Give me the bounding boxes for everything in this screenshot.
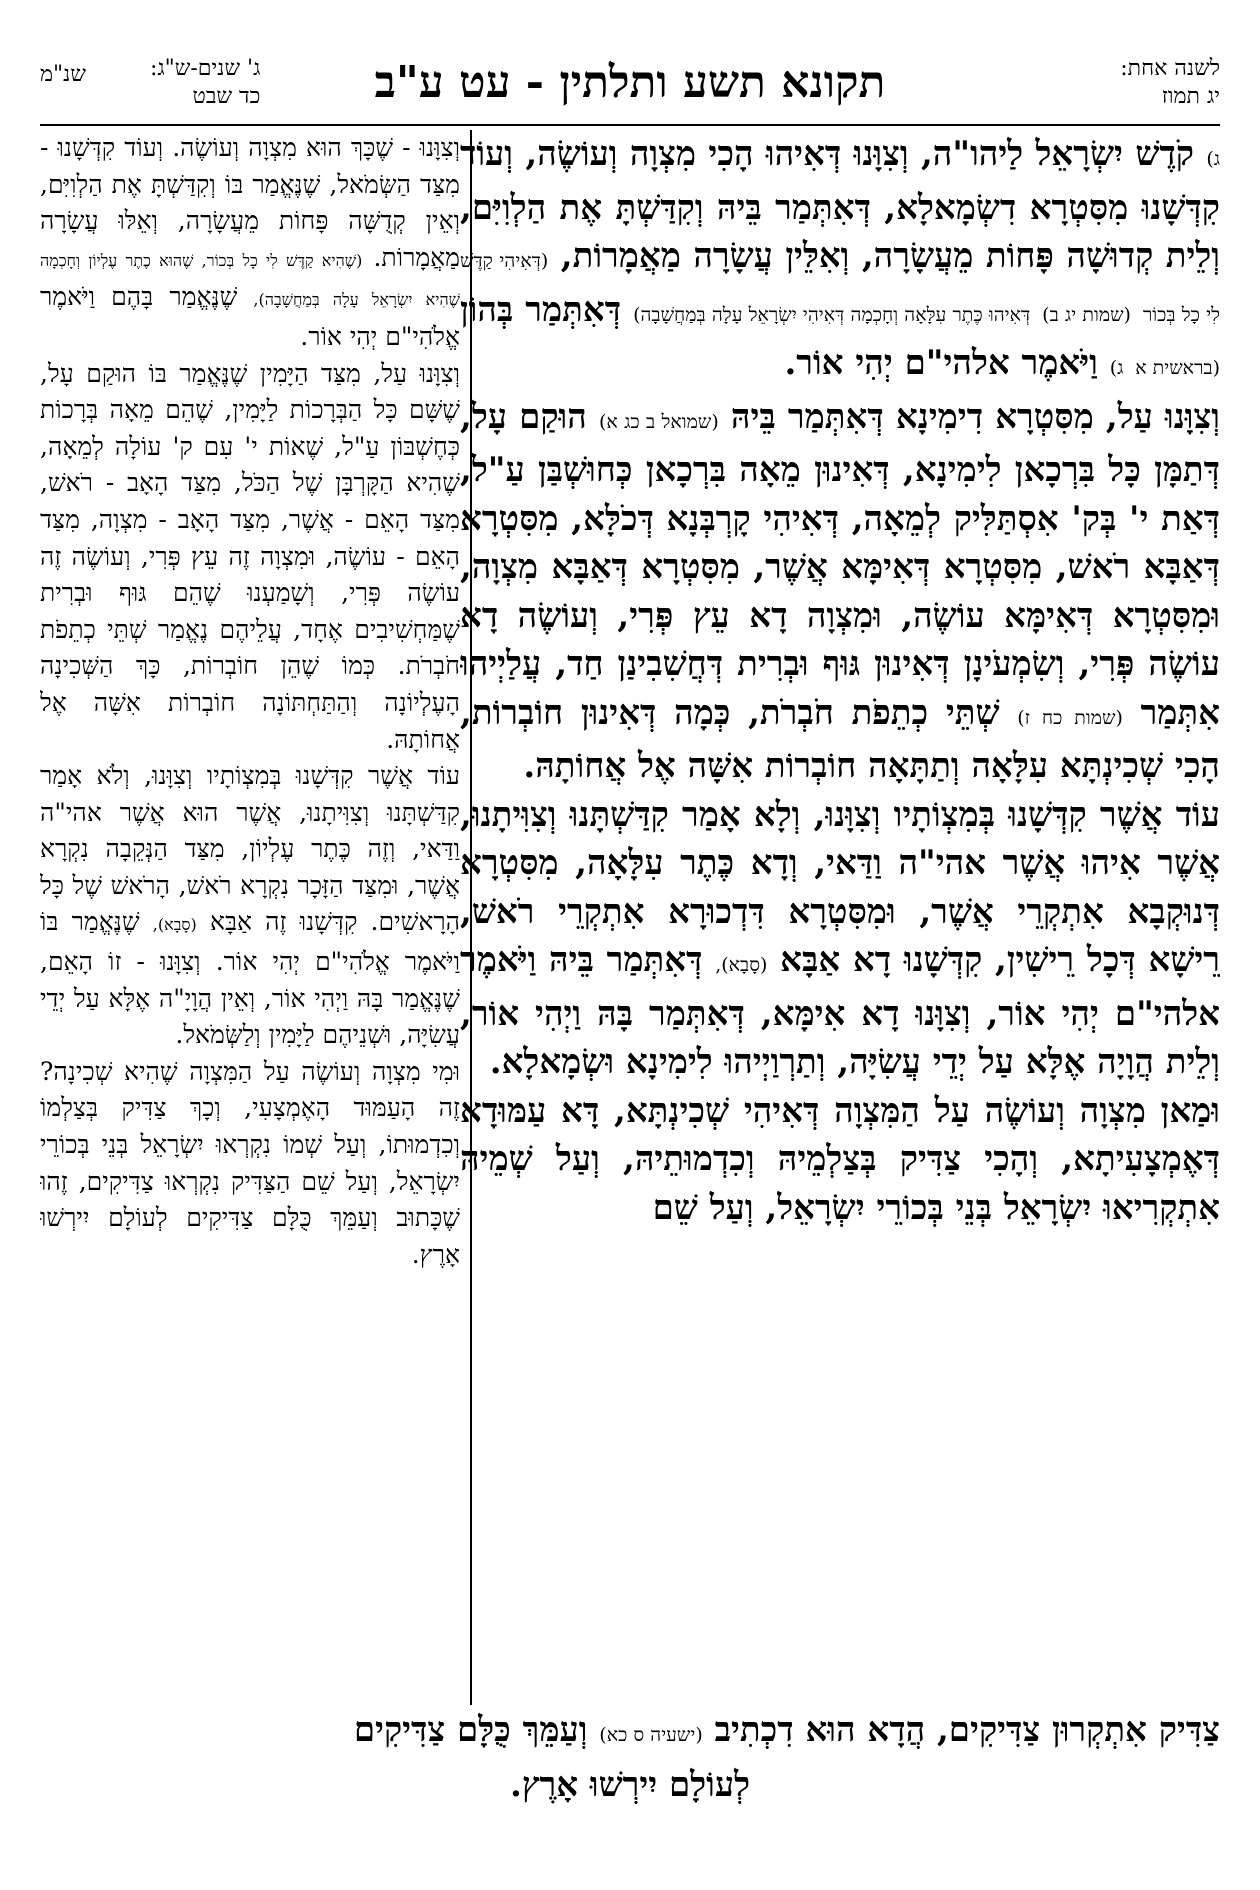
main-paragraph-3 bbox=[460, 791, 1220, 1087]
main-text-column bbox=[460, 130, 1220, 1705]
main-text: וַיֹּאמֶר אלהי"ם יְהִי אוֹר. bbox=[784, 343, 1098, 383]
main-text: דְּאִתְּמַר בֵּיהּ וַיֹּאמֶר אלהי"ם יְהִי אוֹר, וְצִוָּנוּ דָא אִימָּא, דְּאִתְּמַר בָּהּ וַיְהִי אוֹר, וְלֵית הֲוָיָה אֶלָּא עַל יְדֵי עֲשִׂיָּה, וְתַרְוַיְיהוּ לִימִינָא וּשְׂמָאלָא. bbox=[460, 940, 1220, 1082]
translation-paragraph-2 bbox=[40, 356, 460, 759]
main-text: צַדִּיק אִתְקְרוּן צַדִּיקִים, הֲדָא הוּא דִכְתִיב bbox=[714, 1710, 1220, 1750]
footer-line-1 bbox=[40, 1705, 1220, 1760]
page-header bbox=[40, 55, 1220, 125]
translation-column bbox=[40, 130, 460, 1705]
main-text: שְׁתֵּי כְתֵפֹת חֹבְרֹת, כְּמָה דְּאִינוּן חוֹבְרוֹת, הָכִי שְׁכִינְתָּא עִלָּאָה וְתַתָּאָה חוֹבְרוֹת אִשָּׁה אֶל אֲחוֹתָהּ. bbox=[460, 692, 1220, 786]
cycle-marker: שנ"מ bbox=[40, 62, 86, 87]
translation-text: שֶׁנֶּאֱמַר בּוֹ וַיֹּאמֶר אֱלֹהִי"ם יְהִי אוֹר. וְצִוָּנוּ - זוֹ הָאֵם, שֶׁנֶּאֱמַר בָּהּ וַיְהִי אוֹר, וְאֵין הֲוָיָ"ה אֶלָּא עַל יְדֵי עֲשִׂיָּה, וּשְׁנֵיהֶם לַיָּמִין וְלַשְּׂמֹאל. bbox=[40, 907, 460, 1050]
translation-text: וְצִוָּנוּ עַל, מִצַּד הַיָּמִין שֶׁנֶּאֱמַר בּוֹ הוּקַם עָל, שֶׁשָּׁם כָּל הַבְּרָכוֹת לַיָּמִין, שֶׁהֵם מֵאָה בְּרָכוֹת כְּחֶשְׁבּוֹן עַ"ל, שֶׁאוֹת י' עִם ק' עוֹלָה לְמֵאָה, שֶׁהִיא הַקָּרְבָּן שֶׁל הַכֹּל, מִצַּד הָאָב - רֹאשׁ, מִצַּד הָאֵם - אֲשֶׁר, מִצַּד הָאָב - מִצְוָה, מִצַּד הָאֵם - עוֹשֶׂה, וּמִצְוָה זֶה עֵץ פְּרִי, וְעוֹשֶׂה זֶה עוֹשֶׂה פְּרִי, וְשָׁמַעְנוּ שֶׁהֵם גּוּף וּבְרִית שֶׁמַּחְשִׁיבִים אֶחָד, עֲלֵיהֶם נֶאֱמַר שְׁתֵּי כְתֵפֹת חֹבְרֹת. כְּמוֹ שֶׁהֵן חוֹבְרוֹת, כָּךְ הַשְּׁכִינָה הָעֶלְיוֹנָה וְהַתַּחְתּוֹנָה חוֹבְרוֹת אִשָּׁה אֶל אֲחוֹתָהּ. bbox=[40, 358, 460, 754]
header-divider bbox=[40, 124, 1220, 126]
main-paragraph-2 bbox=[460, 393, 1220, 791]
main-text: וְעַמֵּךְ כֻּלָּם צַדִּיקִים bbox=[353, 1710, 588, 1750]
citation: (שמות כח ז) bbox=[1017, 706, 1123, 729]
inline-gloss: דְּאִיהוּ כֶּתֶר עִלָּאָה וְחָכְמָה דְּאִיהִי יִשְׂרָאֵל עָלָה בְּמַחֲשָׁבָה) bbox=[633, 303, 1031, 326]
citation: (ישעיה ס כא) bbox=[599, 1724, 703, 1746]
footer-line-2: לְעוֹלָם יִירְשׁוּ אָרֶץ. bbox=[509, 1765, 751, 1805]
main-text: וְצִוָּנוּ עַל, מִסִּטְרָא דִימִינָא דְּאִתְּמַר בֵּיהּ bbox=[730, 396, 1220, 437]
schedule-one-year-date: יג תמוז bbox=[1161, 84, 1220, 109]
column-divider bbox=[470, 130, 472, 1705]
full-width-footer-text bbox=[40, 1705, 1220, 1810]
verse-marker: ג) bbox=[1109, 357, 1124, 379]
three-year-schedule-label bbox=[150, 55, 260, 111]
citation: (שמואל ב כג א) bbox=[598, 410, 719, 433]
main-paragraph-4 bbox=[460, 1087, 1220, 1233]
translation-text: עוֹד אֲשֶׁר קִדְּשָׁנוּ בְּמִצְוֹתָיו וְצִוָּנוּ, וְלֹא אָמַר קִדַּשְׁתָּנוּ וְצִוִּיתָנוּ, אֲשֶׁר הוּא אֲשֶׁר אהי"ה וַדַּאי, וְזֶה כֶּתֶר עֶלְיוֹן, מִצַּד הַנְּקֵבָה נִקְרָא אֲשֶׁר, וּמִצַּד הַזָּכָר נִקְרָא רֹאשׁ, הָרֹאשׁ שֶׁל כָּל הָרָאשִׁים. קִדְּשָׁנוּ זֶה אַבָּא bbox=[40, 761, 460, 937]
verse-marker: ג) bbox=[1206, 148, 1220, 170]
main-text: וּמַאן מִצְוָה וְעוֹשֶׂה עַל הַמִּצְוָה דְּאִיהִי שְׁכִינְתָּא, דָּא עַמּוּדָא דְּאֶמְצָעִיתָא, וְהָכִי צַדִּיק בְּצַלְמֵיהּ וְכִדְמוּתֵיהּ, וְעַל שְׁמֵיהּ אִתְקְרִיאוּ יִשְׂרָאֵל בְּנֵי בְּכוֹרֵי יִשְׂרָאֵל, וְעַל שֵׁם bbox=[460, 1090, 1220, 1228]
translation-paragraph-4 bbox=[40, 1054, 460, 1274]
main-text: עוֹד אֲשֶׁר קִדְּשָׁנוּ בְּמִצְוֹתָיו וְצִוָּנוּ, וְלָא אָמַר קִדַּשְׁתָּנוּ וְצִוִּיתָנוּ, אֲשֶׁר אִיהוּ אֲשֶׁר אהי"ה וַדַּאי, וְדָא כֶּתֶר עִלָּאָה, מִסִּטְרָא דְּנוּקְבָא אִתְקְרֵי אֲשֶׁר, וּמִסִּטְרָא דִּדְכוּרָא אִתְקְרֵי רֹאשׁ, רֵישָׁא דְּכָל רֵישִׁין, קִדְּשָׁנוּ דָא אַבָּא bbox=[460, 794, 1220, 980]
translation-gloss: (סָבָא), bbox=[152, 915, 197, 935]
inline-gloss: (סָבָא), bbox=[715, 954, 768, 976]
translation-gloss: (שֶׁהִיא קַדֶּשׁ לִי כָל בְּכוֹר, שֶׁהוּא כֶתֶר עֶלְיוֹן וְחָכְמָה שֶׁהִיא יִשְׂרָאֵל עָלָה בְּמַחֲשָׁבָה), bbox=[40, 250, 460, 310]
translation-text: וּמִי מִצְוָה וְעוֹשֶׂה עַל הַמִּצְוָה שֶׁהִיא שְׁכִינָה? זֶה הָעַמּוּד הָאֶמְצָעִי, וְכָךְ צַדִּיק בְּצַלְמוֹ וְכִדְמוּתוֹ, וְעַל שְׁמוֹ נִקְרְאוּ יִשְׂרָאֵל בְּנֵי בְּכוֹרֵי יִשְׂרָאֵל, וְעַל שֵׁם הַצַּדִּיק נִקְרְאוּ צַדִּיקִים, זֶהוּ שֶׁכָּתוּב וְעַמֵּךְ כֻּלָּם צַדִּיקִים לְעוֹלָם יִירְשׁוּ אָרֶץ. bbox=[40, 1056, 460, 1269]
translation-text: שֶׁנֶּאֱמַר בָּהֶם וַיֹּאמֶר אֱלֹהִי"ם יְהִי אוֹר. bbox=[40, 282, 460, 351]
citation: (בראשית א bbox=[1135, 357, 1220, 379]
translation-text: וְצִוָּנוּ - שֶׁכָּךְ הוּא מִצְוָה וְעוֹשֶׂה. וְעוֹד קִדְּשָׁנוּ - מִצַּד הַשְּׂמֹאל, שֶׁנֶּאֱמַר בּוֹ וְקִדַּשְׁתָּ אֶת הַלְוִיִּם, וְאֵין קְדֻשָּׁה פָּחוֹת מֵעֲשָׂרָה, וְאֵלּוּ עֲשָׂרָה מַאֲמָרוֹת. bbox=[40, 133, 460, 272]
schedule-three-years-date: כד שבט bbox=[192, 84, 261, 109]
main-text: קֹדֶשׁ יִשְׂרָאֵל לַיהו"ה, וְצִוָּנוּ דְּאִיהוּ הָכִי מִצְוָה וְעוֹשֶׂה, וְעוֹד קִדְּשָׁנוּ מִסִּטְרָא דִשְׂמָאלָא, דְּאִתְּמַר בֵּיהּ וְקִדַּשְׁתָּ אֶת הַלְוִיִּם, וְלֵית קְדוּשָׁה פָּחוֹת מֵעֲשָׂרָה, וְאִלֵּין עֲשָׂרָה מַאֲמָרוֹת, bbox=[460, 134, 1220, 276]
schedule-three-years-label: ג' שנים-ש"ג: bbox=[150, 56, 261, 81]
inline-gloss: (דְּאִיהִי קַדֶּשׁ לִי כָל בְּכוֹר bbox=[460, 250, 1220, 326]
translation-paragraph-3 bbox=[40, 758, 460, 1054]
main-text: דְּאִתְּמַר בְּהוֹן bbox=[460, 289, 622, 330]
citation: (שמות יג ב) bbox=[1042, 303, 1131, 326]
schedule-one-year-label: לשנה אחת: bbox=[1120, 56, 1220, 81]
main-paragraph-1 bbox=[460, 130, 1220, 393]
main-text: הוּקַם עָל, דְּתַמָּן כָּל בִּרְכָאן לִימִינָא, דְּאִינוּן מֵאָה בִּרְכָאן כְּחוּשְׁבַּן עַ"ל, דְּאַת י' בְּק' אִסְתַּלִּיק לְמֵאָה, דְּאִיהִי קָרְבְּנָא דְּכֹלָּא, מִסִּטְרָא דְּאַבָּא רֹאשׁ, מִסִּטְרָא דְּאִימָּא אֲשֶׁר, מִסִּטְרָא דְּאַבָּא מִצְוָה, וּמִסִּטְרָא דְּאִימָּא עוֹשֶׂה, וּמִצְוָה דָא עֵץ פְּרִי, וְעוֹשֶׂה דָא עוֹשֶׂה פְּרִי, וְשִׂמְעֹינָן דְּאִינוּן גּוּף וּבְרִית דְּחֲשִׁבִינַן חַד, עֲלַיְיהוּ אִתְּמַר bbox=[460, 396, 1220, 733]
page-title: תקונא תשע ותלתין - עט ע"ב bbox=[374, 57, 886, 108]
translation-paragraph-1 bbox=[40, 130, 460, 356]
